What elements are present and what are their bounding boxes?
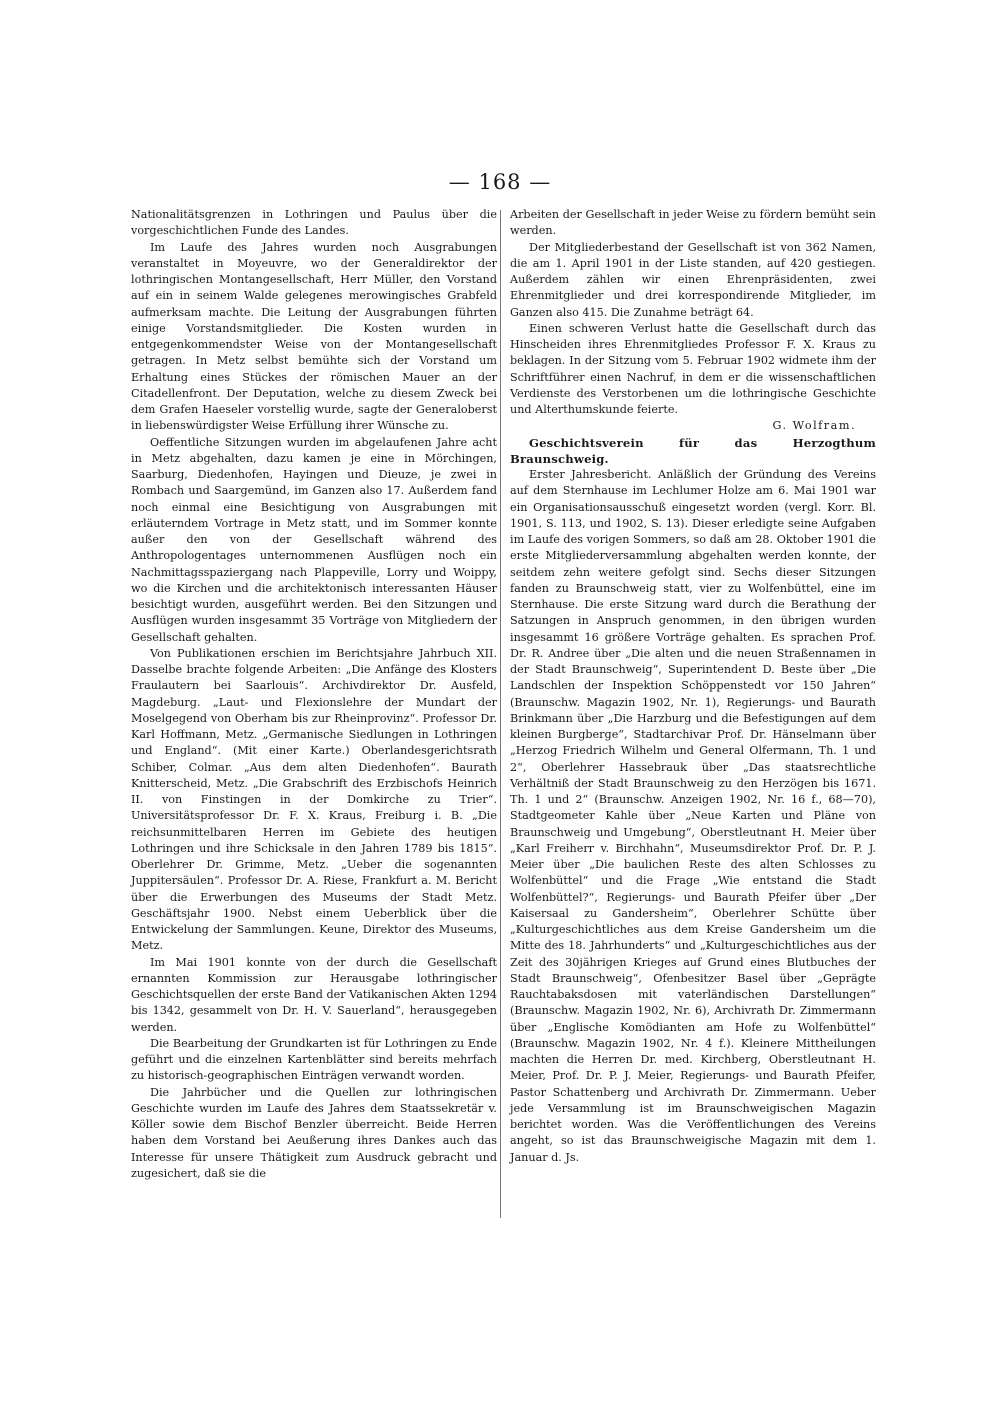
paragraph: Die Bearbeitung der Grundkarten ist für Lothringen zu Ende geführt und die einzelnen Kartenblätter sind bereits mehrfach zu historisch-geographischen Einträgen verwandt worden.: [131, 1036, 497, 1083]
paragraph: Erster Jahresbericht. Anläßlich der Gründung des Vereins auf dem Sternhause im Lechlumer Holze am 6. Mai 1901 war ein Organisationsausschuß eingesetzt worden (vergl. Korr. Bl. 1901, S. 113, und 1902, S. 13). Dieser erledigte seine Aufgaben im Laufe des vorigen Sommers, so daß am 28. Oktober 1901 die erste Mitgliederversammlung abgehalten werden konnte, der seitdem zehn weitere gefolgt sind. Sechs dieser Sitzungen fanden zu Braunschweig statt, vier zu Wolfenbüttel, eine im Sternhause. Die erste Sitzung ward durch die Berathung der Satzungen in Anspruch genommen, in den übrigen wurden insgesammt 16 größere Vorträge gehalten. Es sprachen Prof. Dr. R. Andree über „Die alten und die neuen Straßennamen in der Stadt Braunschweig“, Superintendent D. Beste über „Die Landschlen der Inspektion Schöppenstedt vor 150 Jahren“ (Braunschw. Magazin 1902, Nr. 1), Regierungs- und Baurath Brinkmann über „Die Harzburg und die Befestigungen auf dem kleinen Burgberge“, Stadtarchivar Prof. Dr. Hänselmann über „Herzog Friedrich Wilhelm und General Olfermann, Th. 1 und 2“, Oberlehrer Hassebrauk über „Das staatsrechtliche Verhältniß der Stadt Braunschweig zu den Herzögen bis 1671. Th. 1 und 2“ (Braunschw. Anzeigen 1902, Nr. 16 f., 68—70), Stadtgeometer Kahle über „Neue Karten und Pläne von Braunschweig und Umgebung“, Oberstleutnant H. Meier über „Karl Freiherr v. Birchhahn“, Museumsdirektor Prof. Dr. P. J. Meier über „Die baulichen Reste des alten Schlosses zu Wolfenbüttel“ und die Frage „Wie entstand die Stadt Wolfenbüttel?“, Regierungs- und Baurath Pfeifer über „Der Kaisersaal zu Gandersheim“, Oberlehrer Schütte über „Kulturgeschichtliches aus dem Kreise Gandersheim um die Mitte des 18. Jahrhunderts“ und „Kulturgeschichtliches aus der Zeit des 30jährigen Krieges auf Grund eines Blutbuches der Stadt Braunschweig“, Ofenbesitzer Basel über „Geprägte Rauchtabaksdosen mit vaterländischen Darstellungen“ (Braunschw. Magazin 1902, Nr. 6), Archivrath Dr. Zimmermann über „Englische Komödianten am Hofe zu Wolfenbüttel“ (Braunschw. Magazin 1902, Nr. 4 f.). Kleinere Mittheilungen machten die Herren Dr. med. Kirchberg, Oberstleutnant H. Meier, Prof. Dr. P. J. Meier, Regierungs- und Baurath Pfeifer, Pastor Schattenberg und Archivrath Dr. Zimmermann. Ueber jede Versammlung ist im Braunschweigischen Magazin berichtet worden. Was die Veröffentlichungen des Vereins angeht, so ist das Braunschweigische Magazin mit dem 1. Januar d. Js.: [510, 468, 876, 1164]
left-column: [131, 207, 497, 1182]
paragraph: Im Laufe des Jahres wurden noch Ausgrabungen veranstaltet in Moyeuvre, wo der Generaldirektor der lothringischen Montangesellschaft, Herr Müller, den Vorstand auf ein in seinem Walde gelegenes merowingisches Grabfeld aufmerksam machte. Die Leitung der Ausgrabungen führten einige Vorstandsmitglieder. Die Kosten wurden in entgegenkommendster Weise von der Montangesellschaft getragen. In Metz selbst bemühte sich der Vorstand um Erhaltung eines Stückes der römischen Mauer an der Citadellenfront. Der Deputation, welche zu diesem Zweck bei dem Grafen Haeseler vorstellig wurde, sagte der Generaloberst in liebenswürdigster Weise Erfüllung ihrer Wünsche zu.: [131, 240, 497, 433]
column-divider: [500, 210, 501, 1218]
paragraph: Der Mitgliederbestand der Gesellschaft ist von 362 Namen, die am 1. April 1901 in der Liste standen, auf 420 gestiegen. Außerdem zählen wir einen Ehrenpräsidenten, zwei Ehrenmitglieder und drei korrespondirende Mitglieder, im Ganzen also 415. Die Zunahme beträgt 64.: [510, 240, 876, 319]
right-column: [510, 207, 876, 1166]
page-number: — 168 —: [448, 170, 552, 194]
paragraph: Arbeiten der Gesellschaft in jeder Weise zu fördern bemüht sein werden.: [510, 208, 876, 238]
paragraph: Die Jahrbücher und die Quellen zur lothringischen Geschichte wurden im Laufe des Jahres dem Staatssekretär v. Köller sowie dem Bischof Benzler überreicht. Beide Herren haben dem Vorstand bei Aeußerung ihres Dankes auch das Interesse für unsere Thätigkeit zum Ausdruck gebracht und zugesichert, daß sie die: [131, 1085, 497, 1180]
signature: G. Wolfram.: [772, 419, 856, 433]
paragraph: Oeffentliche Sitzungen wurden im abgelaufenen Jahre acht in Metz abgehalten, dazu kamen je eine in Mörchingen, Saarburg, Diedenhofen, Hayingen und Dieuze, je zwei in Rombach und Saargemünd, im Ganzen also 17. Außerdem fand noch einmal eine Besichtigung von Ausgrabungen mit erläuterndem Vortrage in Metz statt, und im Sommer konnte außer den von der Gesellschaft während des Anthropologentages unternommenen Ausflügen noch ein Nachmittagsspaziergang nach Plappeville, Lorry und Woippy, wo die Kirchen und die architektonisch interessanten Häuser besichtigt wurden, ausgeführt werden. Bei den Sitzungen und Ausflügen wurden insgesammt 35 Vorträge von Mitgliedern der Gesellschaft gehalten.: [131, 435, 497, 644]
paragraph: Nationalitätsgrenzen in Lothringen und Paulus über die vorgeschichtlichen Funde des Landes.: [131, 208, 497, 238]
paragraph: Einen schweren Verlust hatte die Gesellschaft durch das Hinscheiden ihres Ehrenmitgliedes Professor F. X. Kraus zu beklagen. In der Sitzung vom 5. Februar 1902 widmete ihm der Schriftführer einen Nachruf, in dem er die wissenschaftlichen Verdienste des Verstorbenen um die lothringische Geschichte und Alterthumskunde feierte.: [510, 321, 876, 416]
paragraph: Von Publikationen erschien im Berichtsjahre Jahrbuch XII. Dasselbe brachte folgende Arbeiten: „Die Anfänge des Klosters Fraulautern bei Saarlouis“. Archivdirektor Dr. Ausfeld, Magdeburg. „Laut- und Flexionslehre der Mundart der Moselgegend von Oberham bis zur Rheinprovinz“. Professor Dr. Karl Hoffmann, Metz. „Germanische Siedlungen in Lothringen und England“. (Mit einer Karte.) Oberlandesgerichtsrath Schiber, Colmar. „Aus dem alten Diedenhofen“. Baurath Knitterscheid, Metz. „Die Grabschrift des Erzbischofs Heinrich II. von Finstingen in der Domkirche zu Trier“. Universitätsprofessor Dr. F. X. Kraus, Freiburg i. B. „Die reichsunmittelbaren Herren im Gebiete des heutigen Lothringen und ihre Schicksale in den Jahren 1789 bis 1815“. Oberlehrer Dr. Grimme, Metz. „Ueber die sogenannten Juppitersäulen“. Professor Dr. A. Riese, Frankfurt a. M. Bericht über die Erwerbungen des Museums der Stadt Metz. Geschäftsjahr 1900. Nebst einem Ueberblick über die Entwickelung der Sammlungen. Keune, Direktor des Museums, Metz.: [131, 646, 497, 953]
paragraph: Im Mai 1901 konnte von der durch die Gesellschaft ernannten Kommission zur Herausgabe lothringischer Geschichtsquellen der erste Band der Vatikanischen Akten 1294 bis 1342, gesammelt von Dr. H. V. Sauerland“, herausgegeben werden.: [131, 955, 497, 1034]
section-heading: Geschichtsverein für das Herzogthum Braunschweig.: [510, 435, 876, 466]
